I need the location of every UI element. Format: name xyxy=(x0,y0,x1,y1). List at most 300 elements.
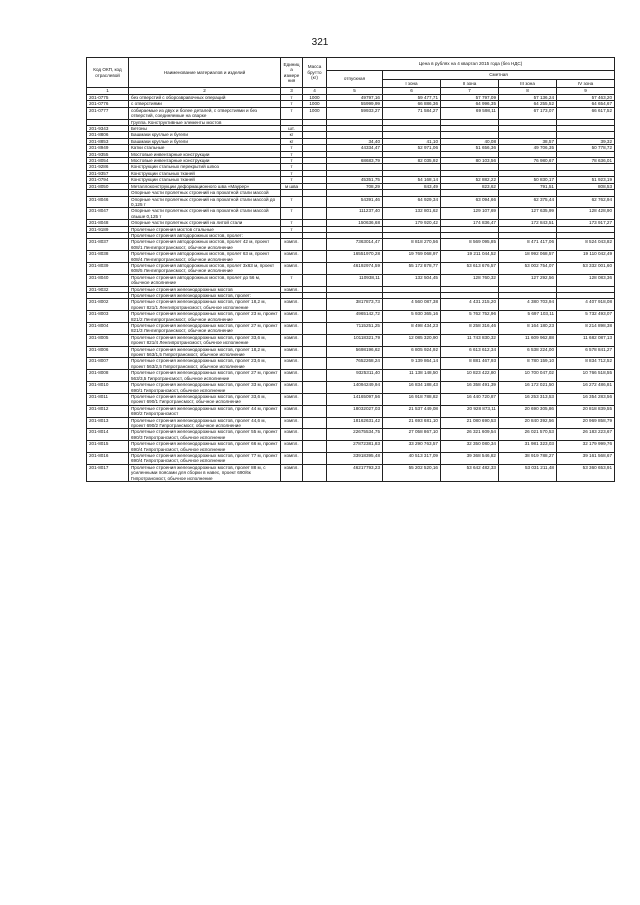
column-number: 6 xyxy=(383,88,441,95)
cell-zone3-price: 38,57 xyxy=(499,138,557,144)
cell-code: 201-8004 xyxy=(87,323,129,335)
cell-zone4-price: 51 923,19 xyxy=(557,177,615,183)
cell-name: Пролетные строения железнодорожных мостов, пролет: xyxy=(129,293,281,299)
cell-unit: м шва xyxy=(281,183,303,189)
table-row xyxy=(87,417,615,429)
cell-unit: компл. xyxy=(281,311,303,323)
price-table xyxy=(86,57,615,482)
table-row xyxy=(87,429,615,441)
column-number: 7 xyxy=(441,88,499,95)
cell-code: 201-9355 xyxy=(87,151,129,157)
cell-mass xyxy=(303,382,327,394)
cell-unit: компл. xyxy=(281,239,303,251)
cell-release-price: 7115251,25 xyxy=(327,323,383,335)
cell-unit: компл. xyxy=(281,441,303,453)
header-code: Код ОКП, код отраслевой xyxy=(87,58,129,88)
cell-zone4-price: 128 428,90 xyxy=(557,208,615,220)
header-price: Цена в рублях на 4 квартал 2015 года (без НДС) xyxy=(327,58,615,71)
cell-zone2-price: 32 350 080,34 xyxy=(441,441,499,453)
cell-release-price: 22675534,75 xyxy=(327,429,383,441)
cell-unit: т xyxy=(281,170,303,176)
cell-zone2-price: 40,08 xyxy=(441,138,499,144)
table-row xyxy=(87,405,615,417)
cell-zone2-price: 10 823 422,80 xyxy=(441,370,499,382)
cell-zone4-price: 808,53 xyxy=(557,183,615,189)
cell-mass xyxy=(303,393,327,405)
cell-zone1-price: 41,10 xyxy=(383,138,441,144)
cell-release-price: 27872381,83 xyxy=(327,441,383,453)
cell-mass xyxy=(303,358,327,370)
cell-zone3-price: 31 981 323,03 xyxy=(499,441,557,453)
cell-release-price: 14094249,94 xyxy=(327,382,383,394)
header-zone-1: I зона xyxy=(383,80,441,88)
cell-zone2-price: 57 797,09 xyxy=(441,95,499,101)
cell-zone3-price: 53 031 211,48 xyxy=(499,464,557,481)
cell-zone1-price: 6 805 924,92 xyxy=(383,346,441,358)
cell-code: 201-0777 xyxy=(87,107,129,119)
cell-name: Пролетные строения железнодорожных мостов, пролет 33,6 м, проект 690/1 Гипротрансмост, обычное исполнение xyxy=(129,393,281,405)
cell-mass xyxy=(303,417,327,429)
cell-mass xyxy=(303,311,327,323)
cell-name: Мостовые инвентарные конструкции xyxy=(129,151,281,157)
cell-zone3-price: 5 697 103,11 xyxy=(499,311,557,323)
column-number: 9 xyxy=(557,88,615,95)
cell-release-price: 34,40 xyxy=(327,138,383,144)
cell-zone4-price: 64 654,67 xyxy=(557,101,615,107)
table-row xyxy=(87,208,615,220)
cell-release-price: 9325311,40 xyxy=(327,370,383,382)
cell-zone3-price: 8 780 159,10 xyxy=(499,358,557,370)
cell-code: 201-8017 xyxy=(87,464,129,481)
cell-zone3-price: 127 635,99 xyxy=(499,208,557,220)
cell-zone4-price: 11 682 087,13 xyxy=(557,334,615,346)
cell-mass xyxy=(303,239,327,251)
cell-code: 201-8853 xyxy=(87,138,129,144)
cell-code: 201-9343 xyxy=(87,126,129,132)
cell-release-price: 3817873,73 xyxy=(327,299,383,311)
cell-zone4-price: 8 214 898,38 xyxy=(557,323,615,335)
cell-name: Пролетные строения автодорожных мостов, пролет 3х63 м, проект 608/5 Ленгипротрансмост, обычное исполнение xyxy=(129,262,281,274)
cell-zone1-price: 843,49 xyxy=(383,183,441,189)
cell-zone3-price: 127 292,56 xyxy=(499,274,557,286)
cell-zone2-price: 8 569 095,85 xyxy=(441,239,499,251)
cell-code: 201-8949 xyxy=(87,145,129,151)
cell-zone2-price: 52 882,22 xyxy=(441,177,499,183)
cell-zone1-price: 9 139 864,14 xyxy=(383,358,441,370)
cell-zone1-price: 66 886,36 xyxy=(383,101,441,107)
cell-zone3-price: 4 380 703,94 xyxy=(499,299,557,311)
cell-release-price: 33918395,48 xyxy=(327,452,383,464)
cell-code: 201-8013 xyxy=(87,417,129,429)
cell-mass xyxy=(303,346,327,358)
cell-unit: т xyxy=(281,220,303,226)
cell-unit: компл. xyxy=(281,452,303,464)
cell-name: Пролетные строения железнодорожных мостов, пролет 23,6 м, проект 563/2,5 Гипротрансмост, обычное исполнение xyxy=(129,358,281,370)
cell-mass xyxy=(303,208,327,220)
header-zone-3: III зона xyxy=(499,80,557,88)
cell-zone1-price: 12 085 320,90 xyxy=(383,334,441,346)
cell-zone2-price: 8 881 467,93 xyxy=(441,358,499,370)
cell-mass xyxy=(303,441,327,453)
cell-unit: компл. xyxy=(281,393,303,405)
cell-unit: компл. xyxy=(281,405,303,417)
cell-zone4-price: 50 778,72 xyxy=(557,145,615,151)
cell-release-price: 10118321,79 xyxy=(327,334,383,346)
cell-name: Пролетные строения железнодорожных мостов xyxy=(129,286,281,292)
cell-zone1-price: 16 834 188,43 xyxy=(383,382,441,394)
cell-zone4-price: 39,32 xyxy=(557,138,615,144)
cell-zone2-price: 6 613 612,34 xyxy=(441,346,499,358)
cell-zone2-price: 8 258 316,46 xyxy=(441,323,499,335)
cell-zone1-price: 179 920,42 xyxy=(383,220,441,226)
cell-mass xyxy=(303,429,327,441)
table-row xyxy=(87,464,615,481)
cell-name: Башмаки круглые и бугели xyxy=(129,132,281,138)
cell-name: Пролетные строения автодорожных мостов, пролет 63 м, проект 608/4 Ленгипротрансмост, обычное исполнение xyxy=(129,251,281,263)
cell-zone1-price: 52 971,06 xyxy=(383,145,441,151)
cell-unit: компл. xyxy=(281,323,303,335)
table-row xyxy=(87,251,615,263)
cell-code: 201-9032 xyxy=(87,286,129,292)
cell-release-price: 44334,47 xyxy=(327,145,383,151)
cell-zone1-price: 55 172 878,77 xyxy=(383,262,441,274)
cell-zone4-price: 20 818 839,55 xyxy=(557,405,615,417)
cell-name: Конструкции стальных тканей xyxy=(129,170,281,176)
cell-zone1-price: 55 202 520,16 xyxy=(383,464,441,481)
cell-zone3-price: 8 471 417,06 xyxy=(499,239,557,251)
cell-zone4-price: 16 272 486,81 xyxy=(557,382,615,394)
cell-unit: кг xyxy=(281,132,303,138)
table-row xyxy=(87,452,615,464)
cell-zone4-price: 57 463,20 xyxy=(557,95,615,101)
column-number: 1 xyxy=(87,88,129,95)
cell-zone2-price: 4 431 215,20 xyxy=(441,299,499,311)
column-number: 2 xyxy=(129,88,281,95)
cell-unit: компл. xyxy=(281,346,303,358)
cell-zone4-price: 32 179 999,76 xyxy=(557,441,615,453)
cell-zone1-price: 64 929,34 xyxy=(383,196,441,208)
cell-release-price: 54391,46 xyxy=(327,196,383,208)
cell-zone4-price: 4 407 918,08 xyxy=(557,299,615,311)
cell-name: с отверстиями xyxy=(129,101,281,107)
cell-zone1-price: 54 168,14 xyxy=(383,177,441,183)
table-row xyxy=(87,107,615,119)
cell-zone3-price: 10 700 047,02 xyxy=(499,370,557,382)
cell-code: 201-8014 xyxy=(87,429,129,441)
cell-name: Пролетные строения мостов стальные xyxy=(129,226,281,232)
cell-zone2-price: 823,62 xyxy=(441,183,499,189)
cell-zone3-price: 53 002 754,07 xyxy=(499,262,557,274)
header-release: отпускная xyxy=(327,71,383,88)
header-name: Наименование материалов и изделий xyxy=(129,58,281,88)
cell-code: 201-8037 xyxy=(87,239,129,251)
table-row xyxy=(87,239,615,251)
cell-mass xyxy=(303,196,327,208)
cell-mass xyxy=(303,452,327,464)
cell-mass: 1000 xyxy=(303,95,327,101)
cell-zone1-price: 16 918 788,82 xyxy=(383,393,441,405)
header-unit: Единица измерения xyxy=(281,58,303,88)
cell-zone1-price: 132 504,45 xyxy=(383,274,441,286)
cell-mass xyxy=(303,251,327,263)
cell-zone4-price: 8 834 712,52 xyxy=(557,358,615,370)
column-number: 8 xyxy=(499,88,557,95)
cell-zone2-price: 63 094,66 xyxy=(441,196,499,208)
cell-release-price: 45351,75 xyxy=(327,177,383,183)
cell-zone3-price: 26 021 570,53 xyxy=(499,429,557,441)
cell-name: Опорные части пролетных строений на прокатной стали массой xyxy=(129,190,281,196)
cell-unit: т xyxy=(281,158,303,164)
cell-mass xyxy=(303,262,327,274)
cell-zone3-price: 16 172 021,50 xyxy=(499,382,557,394)
cell-name: Пролетные строения железнодорожных мостов, пролет 27 м, проект 821/3 Ленгипротрансмост, обычное исполнение xyxy=(129,323,281,335)
cell-zone3-price: 49 706,35 xyxy=(499,145,557,151)
cell-zone3-price: 11 609 962,88 xyxy=(499,334,557,346)
cell-zone4-price: 66 617,52 xyxy=(557,107,615,119)
cell-zone3-price: 6 538 224,00 xyxy=(499,346,557,358)
column-number: 4 xyxy=(303,88,327,95)
cell-name: Опорные части пролетных строений на прокатной стали массой до 0,125 т xyxy=(129,196,281,208)
cell-zone3-price: 18 992 068,57 xyxy=(499,251,557,263)
cell-release-price: 49797,16 xyxy=(327,95,383,101)
cell-name: Пролетные строения железнодорожных мостов, пролет 44,6 м, проект 690/2 Гипротрансмост, обычное исполнение xyxy=(129,417,281,429)
cell-code: 201-0794 xyxy=(87,177,129,183)
cell-name: Башмаки круглые и бугели xyxy=(129,138,281,144)
cell-zone2-price: 129 107,69 xyxy=(441,208,499,220)
cell-zone4-price: 20 969 858,79 xyxy=(557,417,615,429)
cell-zone4-price: 62 762,94 xyxy=(557,196,615,208)
cell-code: 201-8054 xyxy=(87,158,129,164)
cell-unit: кг xyxy=(281,138,303,144)
cell-name: Пролетные строения автодорожных мостов, пролет 42 м, проект 608/1 Ленгипротрансмост, обычное исполнение xyxy=(129,239,281,251)
header-zone-4: IV зона xyxy=(557,80,615,88)
cell-name: Пролетные строения железнодорожных мостов, пролет 33,6 м, проект 821/4 Ленгипротрансмост, обычное исполнение xyxy=(129,334,281,346)
cell-name: Пролетные строения железнодорожных мостов, пролет 33 м, проект 690/1 Гипротрансмост, обычное исполнение xyxy=(129,382,281,394)
cell-code: 201-8046 xyxy=(87,196,129,208)
header-zone-2: II зона xyxy=(441,80,499,88)
cell-code: 201-8050 xyxy=(87,183,129,189)
cell-zone1-price: 4 560 087,38 xyxy=(383,299,441,311)
cell-zone1-price: 59 477,71 xyxy=(383,95,441,101)
cell-code: 201-9189 xyxy=(87,226,129,232)
cell-zone3-price: 64 255,52 xyxy=(499,101,557,107)
cell-name: Конструкции стальных перекрытий шлюз xyxy=(129,164,281,170)
cell-mass xyxy=(303,370,327,382)
cell-release-price: 68683,79 xyxy=(327,158,383,164)
cell-release-price: 4965142,72 xyxy=(327,311,383,323)
cell-release-price: 708,29 xyxy=(327,183,383,189)
cell-zone4-price: 19 110 042,49 xyxy=(557,251,615,263)
table-row xyxy=(87,311,615,323)
cell-zone3-price: 791,51 xyxy=(499,183,557,189)
cell-release-price: 110938,11 xyxy=(327,274,383,286)
cell-zone2-price: 39 368 546,82 xyxy=(441,452,499,464)
cell-code: 201-8038 xyxy=(87,251,129,263)
cell-code: 201-8003 xyxy=(87,311,129,323)
cell-zone2-price: 69 598,11 xyxy=(441,107,499,119)
table-row xyxy=(87,441,615,453)
column-number: 3 xyxy=(281,88,303,95)
cell-zone1-price: 71 584,27 xyxy=(383,107,441,119)
cell-mass xyxy=(303,299,327,311)
cell-mass xyxy=(303,323,327,335)
cell-zone3-price: 67 173,07 xyxy=(499,107,557,119)
cell-zone1-price: 132 801,62 xyxy=(383,208,441,220)
cell-code: 201-8048 xyxy=(87,220,129,226)
cell-unit: т xyxy=(281,151,303,157)
cell-unit: компл. xyxy=(281,382,303,394)
cell-release-price: 59933,27 xyxy=(327,107,383,119)
cell-unit: т xyxy=(281,145,303,151)
table-row xyxy=(87,334,615,346)
cell-code: 201-8006 xyxy=(87,346,129,358)
cell-name: без отверстий с оборозвравочных операций xyxy=(129,95,281,101)
table-row xyxy=(87,262,615,274)
cell-code: 201-8011 xyxy=(87,393,129,405)
cell-zone3-price: 62 375,44 xyxy=(499,196,557,208)
cell-zone3-price: 172 843,51 xyxy=(499,220,557,226)
table-row xyxy=(87,196,615,208)
cell-unit: компл. xyxy=(281,334,303,346)
cell-zone1-price: 40 513 317,09 xyxy=(383,452,441,464)
cell-name: Мостовые инвентарные конструкции xyxy=(129,158,281,164)
cell-mass xyxy=(303,274,327,286)
cell-zone2-price: 5 762 752,96 xyxy=(441,311,499,323)
cell-release-price: 55999,99 xyxy=(327,101,383,107)
cell-zone2-price: 16 440 720,87 xyxy=(441,393,499,405)
cell-mass: 1000 xyxy=(303,101,327,107)
cell-zone3-price: 20 690 305,86 xyxy=(499,405,557,417)
cell-zone2-price: 128 760,32 xyxy=(441,274,499,286)
cell-unit: т xyxy=(281,95,303,101)
cell-name: Пролетные строения железнодорожных мостов, пролет 18,2 м, проект 563/1,5 Гипротрансмост, обычное исполнение xyxy=(129,346,281,358)
cell-name: Пролетные строения железнодорожных мостов, пролет 44 м, проект 690/2 Гипротрансмост xyxy=(129,405,281,417)
cell-unit: компл. xyxy=(281,429,303,441)
cell-code: 201-0775 xyxy=(87,95,129,101)
table-row xyxy=(87,358,615,370)
header-estimate: Сметная xyxy=(383,71,615,80)
cell-code: 201-9357 xyxy=(87,170,129,176)
cell-unit: компл. xyxy=(281,370,303,382)
cell-code: 201-8039 xyxy=(87,262,129,274)
header-row-1 xyxy=(87,58,615,71)
cell-zone1-price: 8 498 434,23 xyxy=(383,323,441,335)
cell-mass: 1000 xyxy=(303,107,327,119)
cell-zone2-price: 53 642 482,33 xyxy=(441,464,499,481)
cell-release-price: 5698196,62 xyxy=(327,346,383,358)
cell-zone3-price: 76 980,67 xyxy=(499,158,557,164)
cell-zone1-price: 11 138 148,50 xyxy=(383,370,441,382)
cell-name: Пролетные строения железнодорожных мостов, пролет 88 м, с усиленными поясами для сборки в навес, проект 690/6к Гипротрансмост, обычное исполнение xyxy=(129,464,281,481)
cell-zone3-price: 8 164 180,23 xyxy=(499,323,557,335)
column-number: 5 xyxy=(327,88,383,95)
cell-name: Пролетные строения железнодорожных мостов, пролет 77 м, проект 690/4 Гипротрансмост, обычное исполнение xyxy=(129,452,281,464)
table-row xyxy=(87,382,615,394)
cell-name: Пролетные строения железнодорожных мостов, пролет 27 м, проект 563/3,5 Гипротрансмост, обычное исполнение xyxy=(129,370,281,382)
cell-release-price: 111237,40 xyxy=(327,208,383,220)
cell-mass xyxy=(303,464,327,481)
cell-unit: т xyxy=(281,226,303,232)
cell-unit: шт. xyxy=(281,126,303,132)
cell-zone4-price: 16 354 283,56 xyxy=(557,393,615,405)
cell-code: 201-8012 xyxy=(87,405,129,417)
cell-zone2-price: 53 613 676,57 xyxy=(441,262,499,274)
cell-unit: компл. xyxy=(281,358,303,370)
cell-name: Опорные части пролетных строений на прокатной стали массой свыше 0,125 т xyxy=(129,208,281,220)
cell-code: 201-8040 xyxy=(87,274,129,286)
cell-release-price: 150636,68 xyxy=(327,220,383,226)
table-row xyxy=(87,393,615,405)
cell-code: 201-8806 xyxy=(87,132,129,138)
cell-code: 201-8007 xyxy=(87,358,129,370)
cell-zone3-price: 57 136,24 xyxy=(499,95,557,101)
cell-zone2-price: 26 321 609,54 xyxy=(441,429,499,441)
cell-code: 201-8008 xyxy=(87,370,129,382)
cell-code: 201-8002 xyxy=(87,299,129,311)
cell-release-price: 18032027,03 xyxy=(327,405,383,417)
column-number-row xyxy=(87,88,615,95)
cell-name: Пролетные строения железнодорожных мостов, пролет 23 м, проект 821/2 Ленгипротрансмост, обычное исполнение xyxy=(129,311,281,323)
cell-release-price: 18162631,42 xyxy=(327,417,383,429)
cell-name: Пролетные строения железнодорожных мостов, пролет 18,2 м, проект 821/1 Ленгипротрансмост, обычное исполнение xyxy=(129,299,281,311)
header-mass: Масса брутто (кг) xyxy=(303,58,327,88)
cell-zone4-price: 78 636,01 xyxy=(557,158,615,164)
cell-unit: компл. xyxy=(281,286,303,292)
cell-zone4-price: 173 917,27 xyxy=(557,220,615,226)
cell-name: собираемые из двух и более деталей, с отверстиями и без отверстий, соединяемые на сварке xyxy=(129,107,281,119)
cell-mass xyxy=(303,334,327,346)
cell-mass xyxy=(303,405,327,417)
cell-unit: т xyxy=(281,164,303,170)
cell-zone1-price: 21 537 449,08 xyxy=(383,405,441,417)
cell-zone1-price: 21 693 681,10 xyxy=(383,417,441,429)
cell-unit: компл. xyxy=(281,299,303,311)
cell-zone2-price: 19 211 044,52 xyxy=(441,251,499,263)
table-row xyxy=(87,274,615,286)
cell-name: Катки стальные xyxy=(129,145,281,151)
cell-release-price: 46217793,23 xyxy=(327,464,383,481)
cell-zone4-price: 5 732 493,07 xyxy=(557,311,615,323)
cell-code: 201-8010 xyxy=(87,382,129,394)
cell-zone1-price: 5 930 365,16 xyxy=(383,311,441,323)
cell-unit: компл. xyxy=(281,464,303,481)
cell-zone4-price: 53 332 001,60 xyxy=(557,262,615,274)
table-row xyxy=(87,370,615,382)
cell-zone4-price: 8 524 043,82 xyxy=(557,239,615,251)
cell-zone4-price: 6 578 841,27 xyxy=(557,346,615,358)
cell-zone3-price: 38 919 788,27 xyxy=(499,452,557,464)
cell-zone2-price: 21 080 690,53 xyxy=(441,417,499,429)
cell-zone2-price: 51 656,36 xyxy=(441,145,499,151)
cell-zone2-price: 11 743 830,32 xyxy=(441,334,499,346)
cell-zone1-price: 33 290 763,57 xyxy=(383,441,441,453)
cell-code: 201-8047 xyxy=(87,208,129,220)
cell-unit: т xyxy=(281,196,303,208)
cell-name: Пролетные строения железнодорожных мостов, пролет 55 м, проект 690/3 Гипротрансмост, обычное исполнение xyxy=(129,429,281,441)
cell-name: Пролетные строения автодорожных мостов, пролет до 56 м, обычное исполнение xyxy=(129,274,281,286)
cell-zone1-price: 8 818 270,56 xyxy=(383,239,441,251)
cell-zone1-price: 82 035,92 xyxy=(383,158,441,164)
cell-name: Металлоконструкции деформационного шва «Маурер» xyxy=(129,183,281,189)
cell-zone2-price: 16 358 491,39 xyxy=(441,382,499,394)
cell-unit: т xyxy=(281,274,303,286)
cell-unit: компл. xyxy=(281,262,303,274)
cell-code: 201-9286 xyxy=(87,164,129,170)
cell-unit: т xyxy=(281,208,303,220)
cell-name: Пролетные строения автодорожных мостов, пролет: xyxy=(129,232,281,238)
cell-zone4-price: 10 766 518,55 xyxy=(557,370,615,382)
table-row xyxy=(87,323,615,335)
